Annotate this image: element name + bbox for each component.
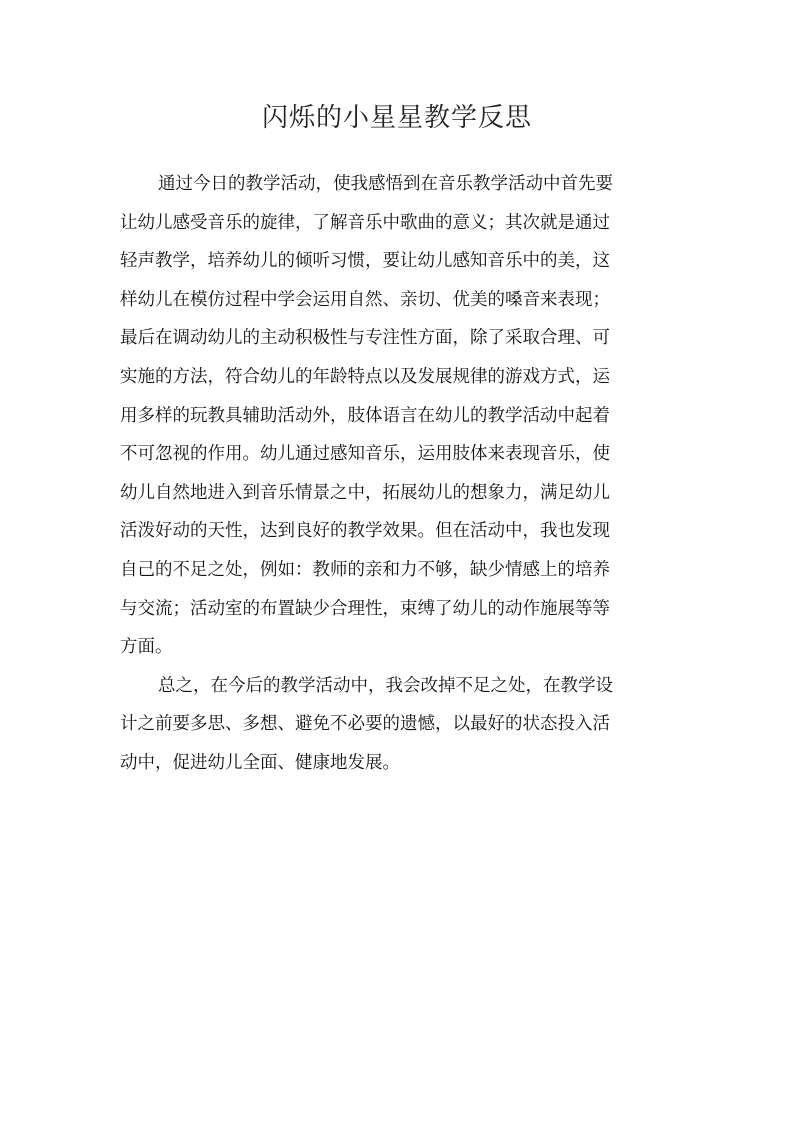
paragraph-line: 实施的方法，符合幼儿的年龄特点以及发展规律的游戏方式，运 <box>120 366 610 387</box>
paragraph-line: 方面。 <box>120 637 173 658</box>
paragraph-line: 让幼儿感受音乐的旋律，了解音乐中歌曲的意义；其次就是通过 <box>120 212 610 233</box>
paragraph-line: 最后在调动幼儿的主动积极性与专注性方面，除了采取合理、可 <box>120 328 610 349</box>
paragraph-line: 用多样的玩教具辅助活动外，肢体语言在幼儿的教学活动中起着 <box>120 405 610 426</box>
paragraph-1 <box>120 165 680 667</box>
paragraph-2 <box>120 667 680 783</box>
paragraph-line: 幼儿自然地进入到音乐情景之中，拓展幼儿的想象力，满足幼儿 <box>120 482 610 503</box>
paragraph-line: 样幼儿在模仿过程中学会运用自然、亲切、优美的嗓音来表现； <box>120 289 610 310</box>
paragraph-line: 活泼好动的天性，达到良好的教学效果。但在活动中，我也发现 <box>120 521 610 542</box>
paragraph-line: 计之前要多思、多想、避免不必要的遗憾，以最好的状态投入活 <box>120 714 610 735</box>
paragraph-line: 动中，促进幼儿全面、健康地发展。 <box>120 752 400 773</box>
paragraph-line: 与交流；活动室的布置缺少合理性，束缚了幼儿的动作施展等等 <box>120 598 610 619</box>
paragraph-line: 通过今日的教学活动，使我感悟到在音乐教学活动中首先要 <box>158 174 613 194</box>
paragraph-line: 不可忽视的作用。幼儿通过感知音乐，运用肢体来表现音乐，使 <box>120 444 610 465</box>
document-body <box>120 165 680 783</box>
paragraph-line: 自己的不足之处，例如：教师的亲和力不够，缺少情感上的培养 <box>120 559 610 580</box>
paragraph-line: 总之，在今后的教学活动中，我会改掉不足之处，在教学设 <box>158 675 613 696</box>
document-title: 闪烁的小星星教学反思 <box>261 103 532 133</box>
paragraph-line: 轻声教学，培养幼儿的倾听习惯，要让幼儿感知音乐中的美，这 <box>120 251 610 272</box>
